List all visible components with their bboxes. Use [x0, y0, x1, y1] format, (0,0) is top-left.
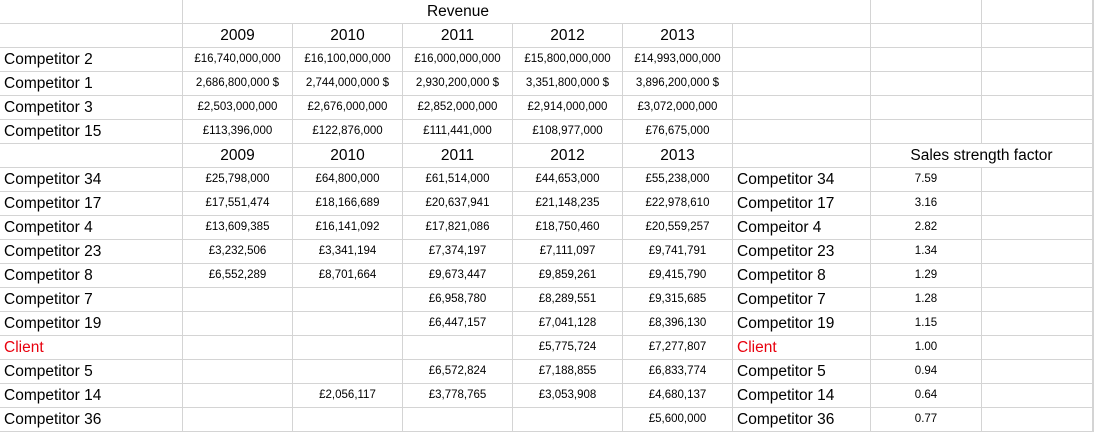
revenue-value[interactable]: £8,289,551	[513, 288, 623, 312]
year-header[interactable]: 2011	[403, 144, 513, 168]
revenue-value[interactable]: £6,958,780	[403, 288, 513, 312]
revenue-value[interactable]: £17,551,474	[183, 192, 293, 216]
empty-cell[interactable]	[733, 24, 871, 48]
revenue-value[interactable]	[293, 360, 403, 384]
revenue-value[interactable]: £6,552,289	[183, 264, 293, 288]
revenue-value[interactable]: £6,833,774	[623, 360, 733, 384]
empty-cell[interactable]	[871, 24, 982, 48]
revenue-value[interactable]	[403, 408, 513, 432]
revenue-value[interactable]: £113,396,000	[183, 120, 293, 144]
factor-label[interactable]: Competitor 36	[733, 408, 871, 432]
revenue-value[interactable]: £4,680,137	[623, 384, 733, 408]
revenue-value[interactable]: £7,277,807	[623, 336, 733, 360]
revenue-value[interactable]	[293, 408, 403, 432]
empty-cell[interactable]	[733, 48, 871, 72]
revenue-value[interactable]: £18,750,460	[513, 216, 623, 240]
empty-cell[interactable]	[733, 120, 871, 144]
revenue-value[interactable]: £5,600,000	[623, 408, 733, 432]
revenue-value[interactable]: £9,415,790	[623, 264, 733, 288]
revenue-value[interactable]: 3,896,200,000 $	[623, 72, 733, 96]
row-label[interactable]: Competitor 3	[0, 96, 183, 120]
empty-cell[interactable]	[982, 192, 1093, 216]
row-label[interactable]: Competitor 15	[0, 120, 183, 144]
revenue-value[interactable]: £122,876,000	[293, 120, 403, 144]
revenue-value[interactable]: £7,111,097	[513, 240, 623, 264]
revenue-value[interactable]: £16,100,000,000	[293, 48, 403, 72]
revenue-value[interactable]: £8,701,664	[293, 264, 403, 288]
row-label[interactable]: Competitor 34	[0, 168, 183, 192]
factor-label[interactable]: Competitor 14	[733, 384, 871, 408]
empty-cell[interactable]	[871, 0, 982, 24]
empty-cell[interactable]	[982, 240, 1093, 264]
factor-value[interactable]: 3.16	[871, 192, 982, 216]
revenue-value[interactable]: £64,800,000	[293, 168, 403, 192]
empty-cell[interactable]	[733, 0, 871, 24]
revenue-value[interactable]: 2,686,800,000 $	[183, 72, 293, 96]
year-header[interactable]: 2012	[513, 24, 623, 48]
empty-cell[interactable]	[871, 72, 982, 96]
empty-cell[interactable]	[982, 264, 1093, 288]
row-label[interactable]: Competitor 19	[0, 312, 183, 336]
row-label[interactable]: Competitor 7	[0, 288, 183, 312]
factor-label[interactable]: Competitor 5	[733, 360, 871, 384]
sales-strength-title[interactable]: Sales strength factor	[871, 144, 1093, 168]
revenue-value[interactable]: £9,859,261	[513, 264, 623, 288]
revenue-value[interactable]: £61,514,000	[403, 168, 513, 192]
revenue-value[interactable]: £5,775,724	[513, 336, 623, 360]
revenue-value[interactable]: £2,056,117	[293, 384, 403, 408]
row-label[interactable]: Competitor 1	[0, 72, 183, 96]
factor-value[interactable]: 1.29	[871, 264, 982, 288]
empty-cell[interactable]	[871, 120, 982, 144]
revenue-value[interactable]: £3,232,506	[183, 240, 293, 264]
revenue-value[interactable]: £2,852,000,000	[403, 96, 513, 120]
revenue-value[interactable]	[183, 384, 293, 408]
empty-cell[interactable]	[982, 312, 1093, 336]
row-label[interactable]: Competitor 8	[0, 264, 183, 288]
revenue-value[interactable]	[403, 336, 513, 360]
year-header[interactable]: 2012	[513, 144, 623, 168]
empty-cell[interactable]	[982, 408, 1093, 432]
year-header[interactable]: 2009	[183, 144, 293, 168]
revenue-value[interactable]: £2,676,000,000	[293, 96, 403, 120]
row-label[interactable]: Competitor 23	[0, 240, 183, 264]
revenue-value[interactable]	[293, 336, 403, 360]
empty-cell[interactable]	[871, 48, 982, 72]
revenue-value[interactable]	[293, 288, 403, 312]
revenue-value[interactable]: £7,188,855	[513, 360, 623, 384]
empty-cell[interactable]	[0, 0, 183, 24]
factor-value[interactable]: 0.77	[871, 408, 982, 432]
empty-cell[interactable]	[733, 144, 871, 168]
revenue-value[interactable]: £17,821,086	[403, 216, 513, 240]
empty-cell[interactable]	[982, 96, 1093, 120]
revenue-value[interactable]: £21,148,235	[513, 192, 623, 216]
revenue-value[interactable]: £3,778,765	[403, 384, 513, 408]
revenue-value[interactable]: £9,673,447	[403, 264, 513, 288]
row-label[interactable]: Competitor 14	[0, 384, 183, 408]
revenue-value[interactable]: £111,441,000	[403, 120, 513, 144]
revenue-value[interactable]	[183, 408, 293, 432]
revenue-value[interactable]: £6,572,824	[403, 360, 513, 384]
revenue-value[interactable]: £2,503,000,000	[183, 96, 293, 120]
factor-label[interactable]: Client	[733, 336, 871, 360]
year-header[interactable]: 2013	[623, 144, 733, 168]
empty-cell[interactable]	[982, 168, 1093, 192]
revenue-value[interactable]: £14,993,000,000	[623, 48, 733, 72]
revenue-value[interactable]: £20,559,257	[623, 216, 733, 240]
revenue-value[interactable]: £3,341,194	[293, 240, 403, 264]
row-label[interactable]: Competitor 36	[0, 408, 183, 432]
revenue-value[interactable]: £44,653,000	[513, 168, 623, 192]
revenue-value[interactable]: 2,930,200,000 $	[403, 72, 513, 96]
empty-cell[interactable]	[733, 72, 871, 96]
revenue-value[interactable]	[513, 408, 623, 432]
revenue-value[interactable]: £55,238,000	[623, 168, 733, 192]
revenue-value[interactable]: 3,351,800,000 $	[513, 72, 623, 96]
revenue-value[interactable]: £3,053,908	[513, 384, 623, 408]
factor-value[interactable]: 1.15	[871, 312, 982, 336]
revenue-value[interactable]: £7,374,197	[403, 240, 513, 264]
year-header[interactable]: 2010	[293, 144, 403, 168]
revenue-value[interactable]: 2,744,000,000 $	[293, 72, 403, 96]
revenue-value[interactable]: £22,978,610	[623, 192, 733, 216]
factor-label[interactable]: Competitor 23	[733, 240, 871, 264]
factor-value[interactable]: 1.00	[871, 336, 982, 360]
revenue-value[interactable]: £7,041,128	[513, 312, 623, 336]
empty-cell[interactable]	[982, 360, 1093, 384]
revenue-value[interactable]: £9,315,685	[623, 288, 733, 312]
revenue-value[interactable]: £108,977,000	[513, 120, 623, 144]
empty-cell[interactable]	[0, 24, 183, 48]
empty-cell[interactable]	[982, 288, 1093, 312]
revenue-value[interactable]	[183, 312, 293, 336]
empty-cell[interactable]	[871, 96, 982, 120]
row-label[interactable]: Competitor 4	[0, 216, 183, 240]
year-header[interactable]: 2011	[403, 24, 513, 48]
factor-label[interactable]: Competitor 17	[733, 192, 871, 216]
revenue-value[interactable]: £20,637,941	[403, 192, 513, 216]
factor-value[interactable]: 7.59	[871, 168, 982, 192]
row-label[interactable]: Competitor 17	[0, 192, 183, 216]
revenue-value[interactable]: £18,166,689	[293, 192, 403, 216]
factor-label[interactable]: Competitor 19	[733, 312, 871, 336]
empty-cell[interactable]	[982, 384, 1093, 408]
factor-label[interactable]: Compeitor 4	[733, 216, 871, 240]
row-label[interactable]: Competitor 5	[0, 360, 183, 384]
revenue-value[interactable]: £6,447,157	[403, 312, 513, 336]
revenue-value[interactable]: £16,740,000,000	[183, 48, 293, 72]
revenue-value[interactable]: £16,000,000,000	[403, 48, 513, 72]
empty-cell[interactable]	[982, 48, 1093, 72]
factor-label[interactable]: Competitor 34	[733, 168, 871, 192]
revenue-value[interactable]: £8,396,130	[623, 312, 733, 336]
revenue-value[interactable]	[183, 336, 293, 360]
revenue-value[interactable]: £3,072,000,000	[623, 96, 733, 120]
factor-value[interactable]: 0.94	[871, 360, 982, 384]
factor-label[interactable]: Competitor 8	[733, 264, 871, 288]
factor-value[interactable]: 2.82	[871, 216, 982, 240]
empty-cell[interactable]	[982, 336, 1093, 360]
row-label[interactable]: Client	[0, 336, 183, 360]
factor-value[interactable]: 1.34	[871, 240, 982, 264]
factor-value[interactable]: 0.64	[871, 384, 982, 408]
empty-cell[interactable]	[982, 0, 1093, 24]
revenue-value[interactable]	[183, 360, 293, 384]
revenue-value[interactable]: £76,675,000	[623, 120, 733, 144]
factor-value[interactable]: 1.28	[871, 288, 982, 312]
row-label[interactable]: Competitor 2	[0, 48, 183, 72]
revenue-title[interactable]: Revenue	[183, 0, 733, 24]
year-header[interactable]: 2013	[623, 24, 733, 48]
revenue-value[interactable]: £25,798,000	[183, 168, 293, 192]
revenue-value[interactable]: £16,141,092	[293, 216, 403, 240]
revenue-value[interactable]: £13,609,385	[183, 216, 293, 240]
empty-cell[interactable]	[733, 96, 871, 120]
year-header[interactable]: 2010	[293, 24, 403, 48]
revenue-value[interactable]	[293, 312, 403, 336]
empty-cell[interactable]	[982, 24, 1093, 48]
factor-label[interactable]: Competitor 7	[733, 288, 871, 312]
revenue-value[interactable]	[183, 288, 293, 312]
revenue-value[interactable]: £15,800,000,000	[513, 48, 623, 72]
empty-cell[interactable]	[982, 72, 1093, 96]
empty-cell[interactable]	[0, 144, 183, 168]
empty-cell[interactable]	[982, 120, 1093, 144]
revenue-value[interactable]: £9,741,791	[623, 240, 733, 264]
empty-cell[interactable]	[982, 216, 1093, 240]
revenue-value[interactable]: £2,914,000,000	[513, 96, 623, 120]
year-header[interactable]: 2009	[183, 24, 293, 48]
